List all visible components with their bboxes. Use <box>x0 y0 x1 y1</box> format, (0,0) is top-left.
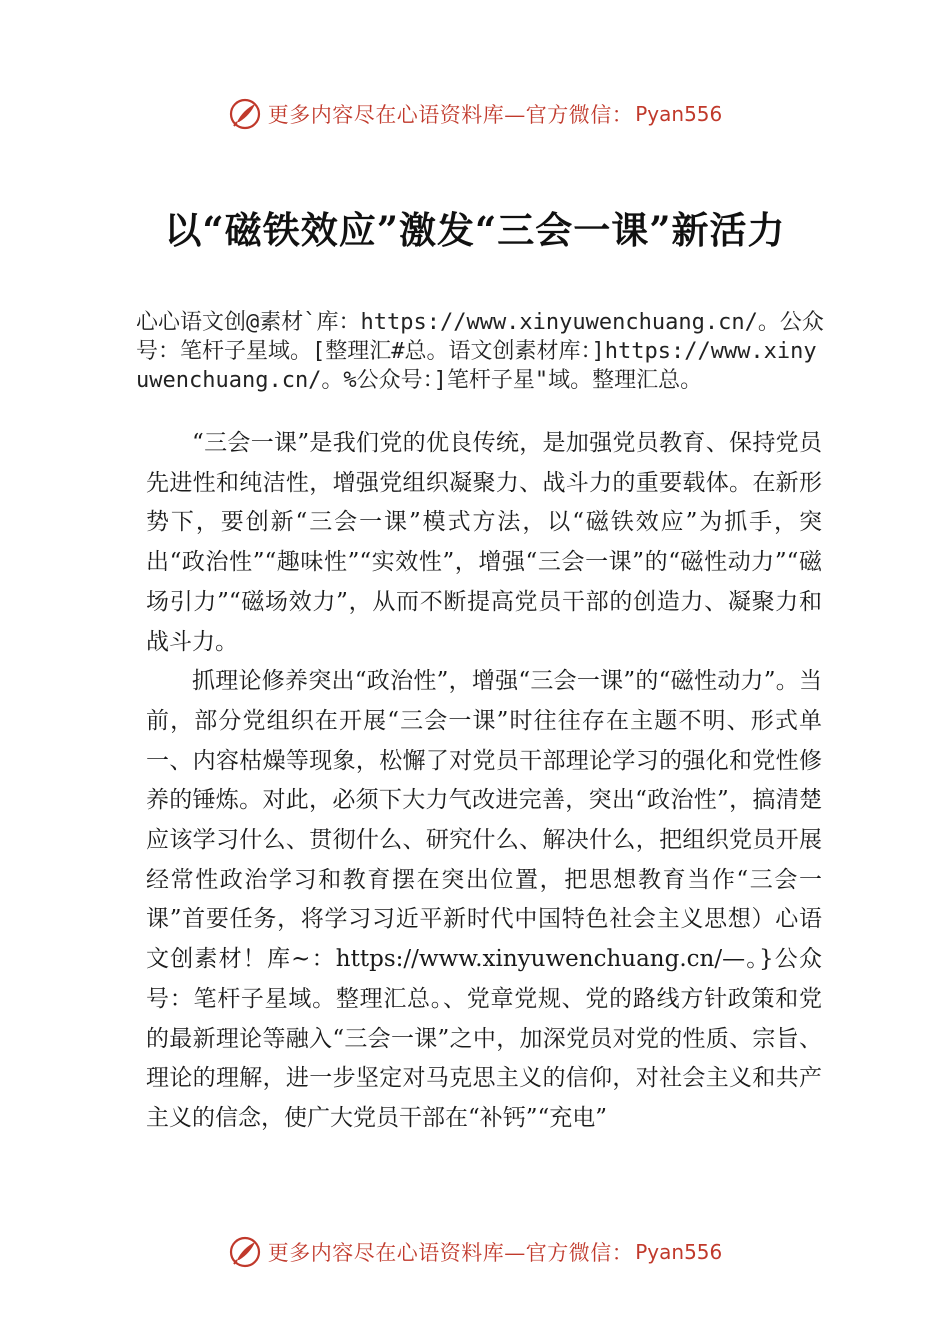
banner-text: 更多内容尽在心语资料库—官方微信： <box>267 103 634 127</box>
banner-text: 更多内容尽在心语资料库—官方微信： <box>267 1241 634 1265</box>
footer-banner <box>0 1230 950 1274</box>
page-title: 以“磁铁效应”激发“三会一课”新活力 <box>164 208 786 252</box>
source-note: 心心语文创@素材`库：https://www.xinyuwenchuang.cn/。公众号：笔杆子星域。[整理汇#总。语文创素材库：]https://www.xinyuwenchuang.cn/。%公众号：]笔杆子星"域。整理汇总。 <box>136 310 824 393</box>
feather-pen-logo-icon <box>228 1235 262 1269</box>
wechat-id: Pyan556 <box>635 102 723 126</box>
feather-pen-logo-icon <box>228 97 262 131</box>
paragraph: “三会一课”是我们党的优良传统，是加强党员教育、保持党员先进性和纯洁性，增强党组织凝聚力、战斗力的重要载体。在新形势下，要创新“三会一课”模式方法，以“磁铁效应”为抓手，突出“政治性”“趣味性”“实效性”，增强“三会一课”的“磁性动力”“磁场引力”“磁场效力”，从而不断提高党员干部的创造力、凝聚力和战斗力。 <box>146 430 822 655</box>
article-body <box>146 424 822 1139</box>
header-banner <box>0 92 950 136</box>
wechat-id: Pyan556 <box>635 1240 723 1264</box>
paragraph: 抓理论修养突出“政治性”，增强“三会一课”的“磁性动力”。当前，部分党组织在开展“三会一课”时往往存在主题不明、形式单一、内容枯燥等现象，松懈了对党员干部理论学习的强化和党性修养的锤炼。对此，必须下大力气改进完善，突出“政治性”，搞清楚应该学习什么、贯彻什么、研究什么、解决什么，把组织党员开展经常性政治学习和教育摆在突出位置，把思想教育当作“三会一课”首要任务，将学习习近平新时代中国特色社会主义思想）心语文创素材！库~：https://www.xinyuwenchuang.cn/—。}公众号：笔杆子星域。整理汇总。、党章党规、党的路线方针政策和党的最新理论等融入“三会一课”之中，加深党员对党的性质、宗旨、理论的理解，进一步坚定对马克思主义的信仰，对社会主义和共产主义的信念，使广大党员干部在“补钙”“充电” <box>146 668 822 1131</box>
